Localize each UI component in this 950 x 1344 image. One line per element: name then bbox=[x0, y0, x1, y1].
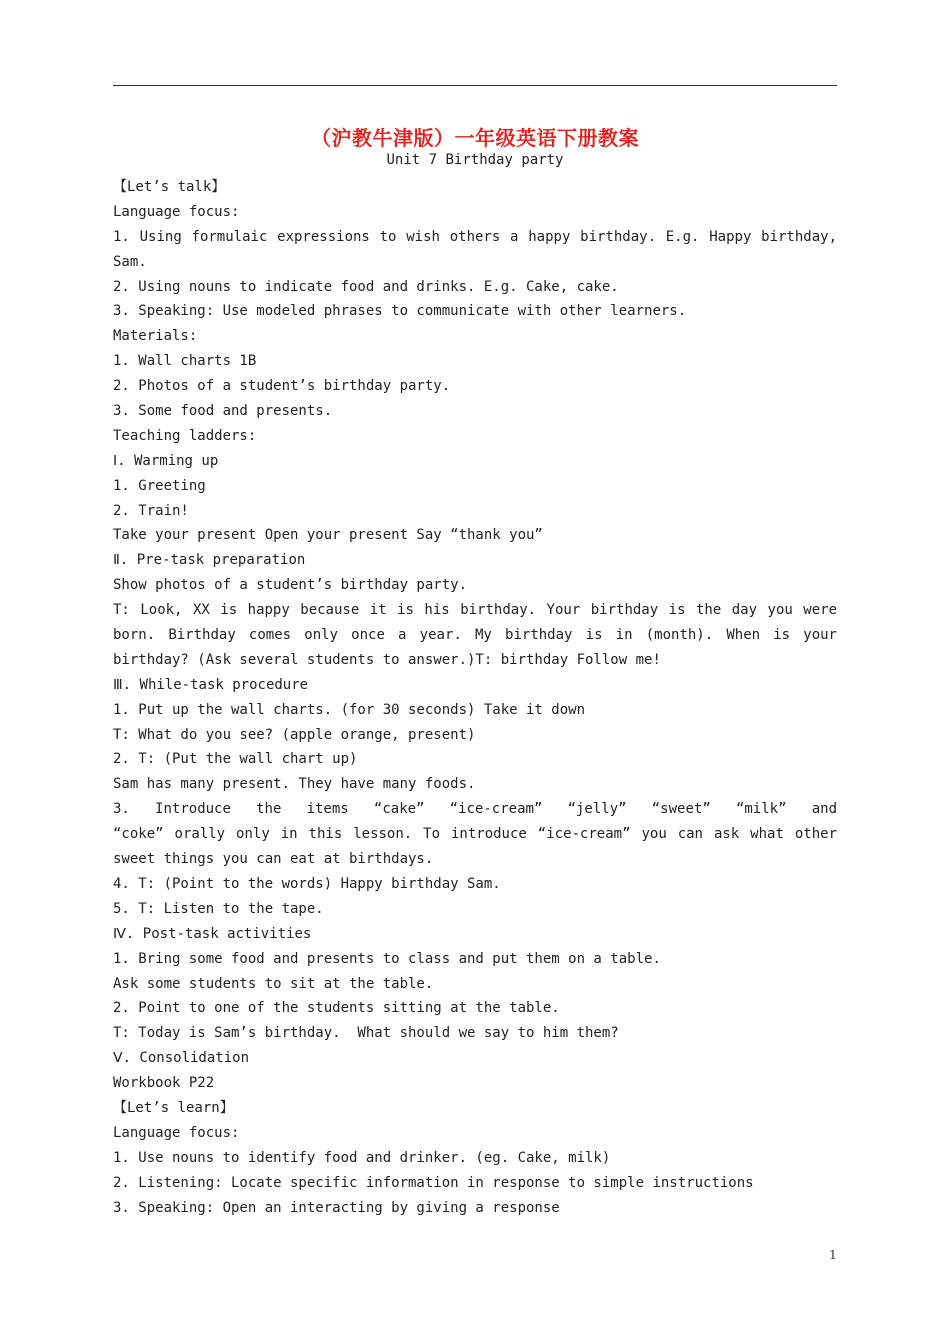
text-line: 1. Put up the wall charts. (for 30 seconds) Take it down bbox=[113, 701, 586, 718]
text-line: Ask some students to sit at the table. bbox=[113, 975, 434, 992]
text-line: 2. Point to one of the students sitting at the table. bbox=[113, 1000, 560, 1017]
text-line: 1. Bring some food and presents to class and put them on a table. bbox=[113, 950, 661, 967]
text-line: 2. T: (Put the wall chart up) bbox=[113, 751, 358, 768]
text-line: Sam has many present. They have many foods. bbox=[113, 776, 476, 793]
text-line: 5. T: Listen to the tape. bbox=[113, 900, 324, 917]
text-line: T: What do you see? (apple orange, present) bbox=[113, 726, 476, 743]
text-line: Materials: bbox=[113, 328, 198, 345]
text-line: Take your present Open your present Say “thank you” bbox=[113, 527, 543, 544]
text-line: Ⅳ. Post-task activities bbox=[113, 925, 312, 942]
text-line: 【Let’s talk】 bbox=[113, 179, 226, 195]
text-line: Ⅲ. While-task procedure bbox=[113, 676, 309, 693]
text-line: 2. Using nouns to indicate food and drinks. E.g. Cake, cake. bbox=[113, 278, 619, 295]
text-line: 3. Speaking: Open an interacting by giving a response bbox=[113, 1199, 560, 1216]
text-line: Ⅰ. Warming up bbox=[113, 452, 219, 469]
text-line: Language focus: bbox=[113, 203, 240, 220]
text-line: T: Look, XX is happy because it is his birthday. Your birthday is the day you were bbox=[113, 602, 837, 619]
header-rule bbox=[113, 85, 837, 86]
text-line: Show photos of a student’s birthday party. bbox=[113, 577, 468, 594]
text-line: 4. T: (Point to the words) Happy birthday Sam. bbox=[113, 875, 501, 892]
text-line: T: Today is Sam’s birthday. What should we say to him them? bbox=[113, 1025, 619, 1042]
document-body bbox=[113, 175, 837, 1220]
text-line: 2. Photos of a student’s birthday party. bbox=[113, 378, 451, 395]
text-line: Language focus: bbox=[113, 1124, 240, 1141]
text-line: 2. Listening: Locate specific information in response to simple instructions bbox=[113, 1174, 754, 1191]
text-line: 3. Some food and presents. bbox=[113, 403, 333, 420]
text-line: Workbook P22 bbox=[113, 1075, 215, 1092]
text-line: Sam. bbox=[113, 253, 147, 270]
text-line: sweet things you can eat at birthdays. bbox=[113, 851, 434, 868]
text-line: 1. Wall charts 1B bbox=[113, 353, 257, 370]
text-line: 1. Greeting bbox=[113, 477, 206, 494]
text-line: Ⅱ. Pre-task preparation bbox=[113, 552, 306, 569]
text-line: “coke” orally only in this lesson. To introduce “ice-cream” you can ask what other bbox=[113, 826, 837, 843]
text-line: Teaching ladders: bbox=[113, 427, 257, 444]
text-line: 3. Introduce the items “cake” “ice-cream” “jelly” “sweet” “milk” and bbox=[113, 801, 837, 818]
text-line: Ⅴ. Consolidation bbox=[113, 1050, 250, 1067]
page-number: 1 bbox=[829, 1248, 837, 1262]
text-line: 1. Use nouns to identify food and drinker. (eg. Cake, milk) bbox=[113, 1149, 611, 1166]
text-line: 【Let’s learn】 bbox=[113, 1099, 234, 1116]
text-line: born. Birthday comes only once a year. My birthday is in (month). When is your bbox=[113, 627, 837, 644]
document-title: （沪教牛津版）一年级英语下册教案 bbox=[311, 126, 639, 150]
text-line: 3. Speaking: Use modeled phrases to communicate with other learners. bbox=[113, 303, 687, 320]
document-subtitle: Unit 7 Birthday party bbox=[386, 152, 564, 168]
text-line: birthday? (Ask several students to answer.)T: birthday Follow me! bbox=[113, 651, 661, 668]
text-line: 1. Using formulaic expressions to wish others a happy birthday. E.g. Happy birthday, bbox=[113, 228, 837, 245]
text-line: 2. Train! bbox=[113, 502, 189, 519]
